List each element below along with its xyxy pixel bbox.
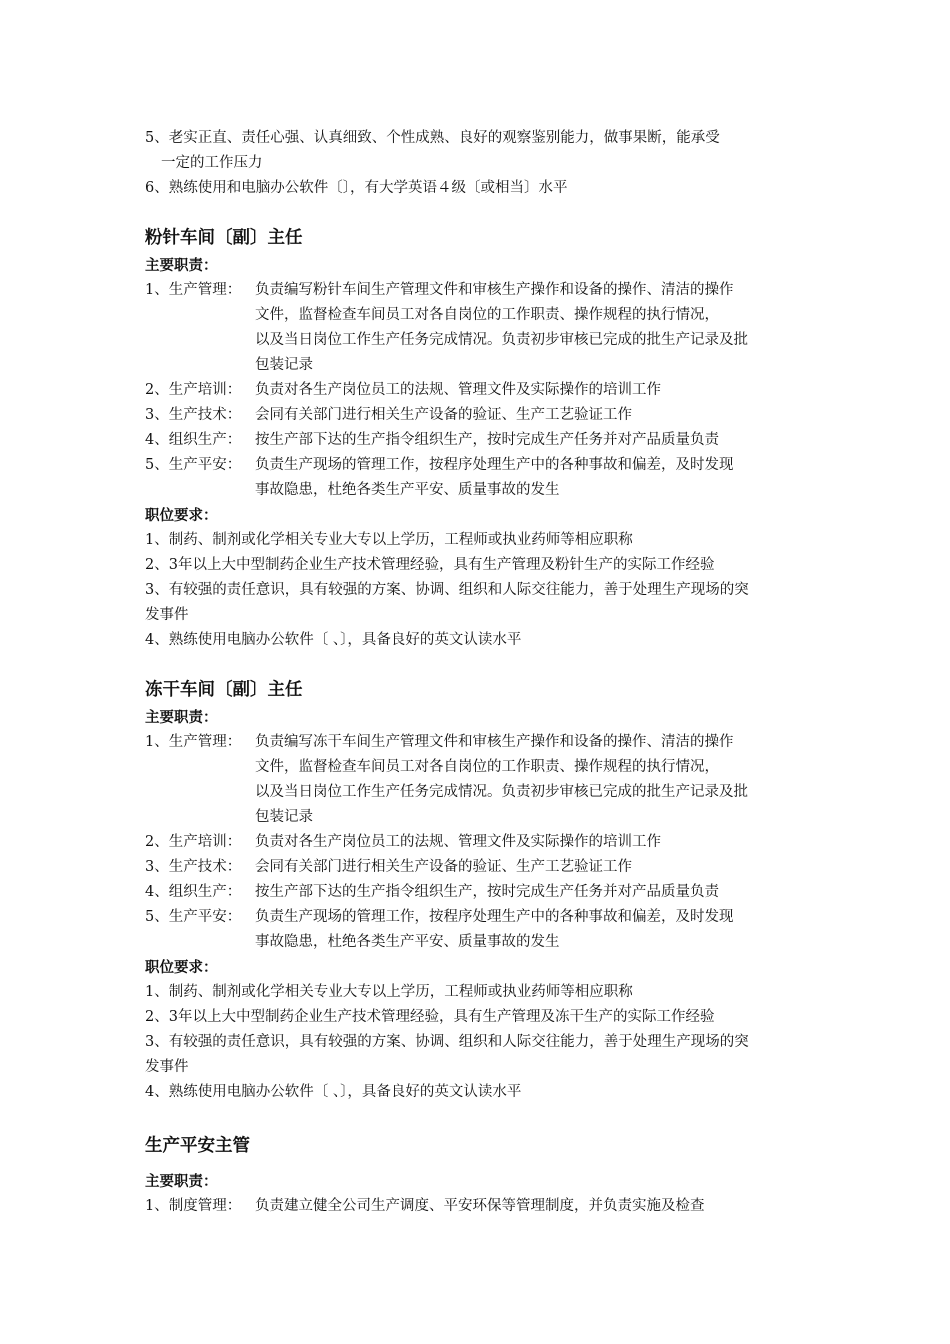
duty-label: 5、生产平安： — [145, 457, 242, 473]
requirement-line: 3、有较强的责任意识，具有较强的方案、协调、组织和人际交往能力，善于处理生产现场的突 — [145, 582, 749, 598]
duty-label: 4、组织生产： — [145, 884, 242, 900]
duty-item — [145, 453, 815, 503]
duty-item — [145, 855, 815, 880]
duty-text: 负责建立健全公司生产调度、平安环保等管理制度，并负责实施及检查 — [255, 1198, 705, 1214]
duty-text: 负责对各生产岗位员工的法规、管理文件及实际操作的培训工作 — [255, 834, 661, 850]
duty-text: 按生产部下达的生产指令组织生产，按时完成生产任务并对产品质量负责 — [255, 432, 719, 448]
requirement-line: 1、制药、制剂或化学相关专业大专以上学历，工程师或执业药师等相应职称 — [145, 984, 633, 1000]
duty-label: 1、生产管理： — [145, 734, 242, 750]
duty-item — [145, 428, 815, 453]
requirement-line: 1、制药、制剂或化学相关专业大专以上学历，工程师或执业药师等相应职称 — [145, 532, 633, 548]
duty-item — [145, 830, 815, 855]
duty-text: 会同有关部门进行相关生产设备的验证、生产工艺验证工作 — [255, 407, 632, 423]
duty-text: 会同有关部门进行相关生产设备的验证、生产工艺验证工作 — [255, 859, 632, 875]
requirement-line: 4、熟练使用电脑办公软件〔 、〕，具备良好的英文认读水平 — [145, 1084, 522, 1100]
duty-label: 3、生产技术： — [145, 407, 242, 423]
duty-item — [145, 905, 815, 955]
document-body — [145, 126, 815, 1219]
duty-item — [145, 880, 815, 905]
intro-line-6: 6、熟练使用和电脑办公软件〔〕，有大学英语４级〔或相当〕水平 — [145, 180, 568, 196]
duty-item — [145, 278, 815, 378]
requirement-line: 3、有较强的责任意识，具有较强的方案、协调、组织和人际交往能力，善于处理生产现场的突 — [145, 1034, 749, 1050]
requirement-line: 2、3年以上大中型制药企业生产技术管理经验，具有生产管理及粉针生产的实际工作经验 — [145, 557, 715, 573]
requirement-line: 4、熟练使用电脑办公软件〔 、〕，具备良好的英文认读水平 — [145, 632, 522, 648]
requirements-heading: 职位要求： — [145, 959, 218, 976]
duty-item — [145, 378, 815, 403]
duty-item — [145, 730, 815, 830]
section-title: 粉针车间〔副〕主任 — [145, 228, 303, 248]
section-title: 生产平安主管 — [145, 1136, 250, 1156]
duty-label: 2、生产培训： — [145, 382, 242, 398]
duties-heading: 主要职责： — [145, 709, 218, 726]
duty-label: 1、制度管理： — [145, 1198, 242, 1214]
duty-text: 按生产部下达的生产指令组织生产，按时完成生产任务并对产品质量负责 — [255, 884, 719, 900]
duty-label: 2、生产培训： — [145, 834, 242, 850]
intro-line-5-continuation: 一定的工作压力 — [161, 155, 263, 171]
duties-heading: 主要职责： — [145, 1173, 218, 1190]
duty-item — [145, 403, 815, 428]
requirement-line: 2、3年以上大中型制药企业生产技术管理经验，具有生产管理及冻干生产的实际工作经验 — [145, 1009, 715, 1025]
duty-text: 负责对各生产岗位员工的法规、管理文件及实际操作的培训工作 — [255, 382, 661, 398]
requirement-line: 发事件 — [145, 607, 189, 623]
duty-label: 5、生产平安： — [145, 909, 242, 925]
requirement-line: 发事件 — [145, 1059, 189, 1075]
duty-label: 1、生产管理： — [145, 282, 242, 298]
duty-text: 负责生产现场的管理工作，按程序处理生产中的各种事故和偏差，及时发现 事故隐患，杜绝各类生产平安、质量事故的发生 — [255, 909, 734, 950]
requirements-heading: 职位要求： — [145, 507, 218, 524]
intro-line-5: 5、老实正直、责任心强、认真细致、个性成熟、良好的观察鉴别能力，做事果断，能承受 — [145, 130, 720, 146]
duty-item — [145, 1194, 815, 1219]
duties-heading: 主要职责： — [145, 257, 218, 274]
duty-text: 负责生产现场的管理工作，按程序处理生产中的各种事故和偏差，及时发现 事故隐患，杜绝各类生产平安、质量事故的发生 — [255, 457, 734, 498]
duty-text: 负责编写粉针车间生产管理文件和审核生产操作和设备的操作、清洁的操作 文件，监督检查车间员工对各自岗位的工作职责、操作规程的执行情况， 以及当日岗位工作生产任务完成情况。负责初步审核已完成的批生产记录及批 包装记录 — [255, 282, 748, 373]
duty-label: 3、生产技术： — [145, 859, 242, 875]
duty-label: 4、组织生产： — [145, 432, 242, 448]
section-title: 冻干车间〔副〕主任 — [145, 680, 303, 700]
duty-text: 负责编写冻干车间生产管理文件和审核生产操作和设备的操作、清洁的操作 文件，监督检查车间员工对各自岗位的工作职责、操作规程的执行情况， 以及当日岗位工作生产任务完成情况。负责初步审核已完成的批生产记录及批 包装记录 — [255, 734, 748, 825]
